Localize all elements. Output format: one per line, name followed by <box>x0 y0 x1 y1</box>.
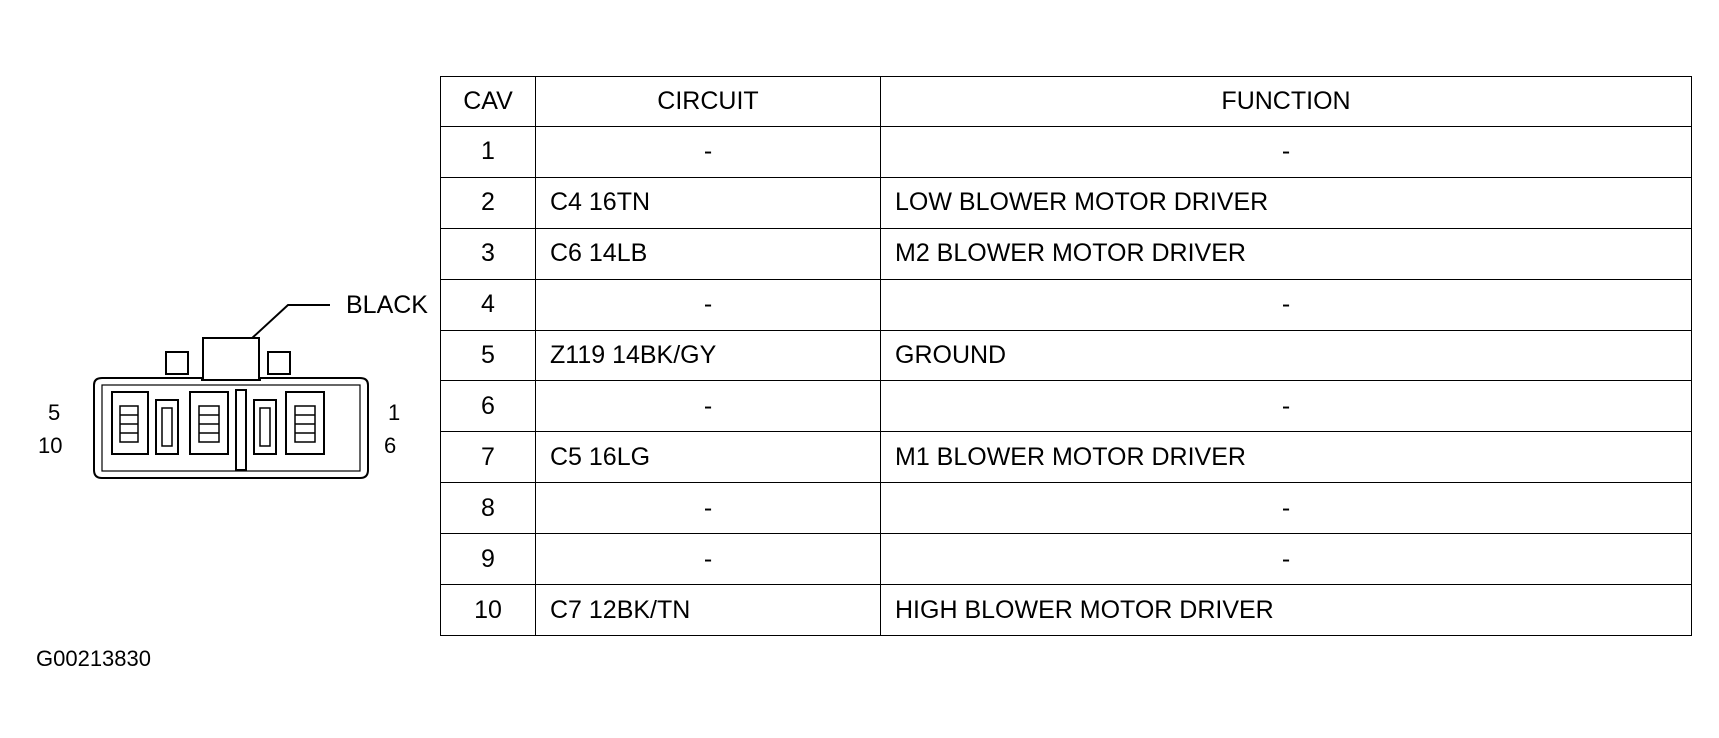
table-row <box>441 585 1692 636</box>
cavity-right <box>286 392 324 454</box>
cell-function: - <box>881 534 1692 585</box>
cavity-center <box>190 392 228 454</box>
cell-circuit: - <box>536 483 881 534</box>
header-function: FUNCTION <box>881 77 1692 127</box>
table-row <box>441 279 1692 330</box>
cell-cav: 7 <box>441 432 536 483</box>
table-row <box>441 228 1692 279</box>
pin-label-5: 5 <box>48 400 61 425</box>
table-header-row <box>441 77 1692 127</box>
cell-circuit: C7 12BK/TN <box>536 585 881 636</box>
cell-cav: 10 <box>441 585 536 636</box>
connector-tab-left <box>166 352 188 374</box>
cell-function: GROUND <box>881 330 1692 381</box>
cell-circuit: - <box>536 127 881 178</box>
cell-function: - <box>881 483 1692 534</box>
cell-cav: 4 <box>441 279 536 330</box>
cavity-left <box>112 392 148 454</box>
cell-circuit: C5 16LG <box>536 432 881 483</box>
connector-color-label: BLACK <box>346 291 428 319</box>
pin-label-6: 6 <box>384 433 397 458</box>
divider-post <box>236 390 246 470</box>
leader-line <box>250 305 330 340</box>
pin-label-1: 1 <box>388 400 401 425</box>
cell-function: M1 BLOWER MOTOR DRIVER <box>881 432 1692 483</box>
cell-cav: 8 <box>441 483 536 534</box>
cell-function: - <box>881 279 1692 330</box>
pin-label-10: 10 <box>38 433 63 458</box>
table-row <box>441 483 1692 534</box>
cell-circuit: - <box>536 279 881 330</box>
cell-circuit: - <box>536 381 881 432</box>
cell-cav: 9 <box>441 534 536 585</box>
table-row <box>441 330 1692 381</box>
cell-function: M2 BLOWER MOTOR DRIVER <box>881 228 1692 279</box>
cell-cav: 3 <box>441 228 536 279</box>
connector-latch <box>203 338 259 380</box>
cell-circuit: Z119 14BK/GY <box>536 330 881 381</box>
cell-function: - <box>881 381 1692 432</box>
cavity-slot-right <box>254 400 276 454</box>
cell-circuit: - <box>536 534 881 585</box>
cell-circuit: C6 14LB <box>536 228 881 279</box>
table-row <box>441 127 1692 178</box>
table-row <box>441 177 1692 228</box>
cell-cav: 5 <box>441 330 536 381</box>
figure-id: G00213830 <box>36 646 151 671</box>
cell-function: LOW BLOWER MOTOR DRIVER <box>881 177 1692 228</box>
cell-function: - <box>881 127 1692 178</box>
connector-tab-right <box>268 352 290 374</box>
cell-cav: 6 <box>441 381 536 432</box>
cell-cav: 2 <box>441 177 536 228</box>
header-circuit: CIRCUIT <box>536 77 881 127</box>
table-row <box>441 432 1692 483</box>
connector-diagram <box>30 260 430 540</box>
cell-circuit: C4 16TN <box>536 177 881 228</box>
cavity-slot-left <box>156 400 178 454</box>
cell-function: HIGH BLOWER MOTOR DRIVER <box>881 585 1692 636</box>
pinout-table <box>440 76 1692 636</box>
cell-cav: 1 <box>441 127 536 178</box>
header-cav: CAV <box>441 77 536 127</box>
table-row <box>441 381 1692 432</box>
table-row <box>441 534 1692 585</box>
